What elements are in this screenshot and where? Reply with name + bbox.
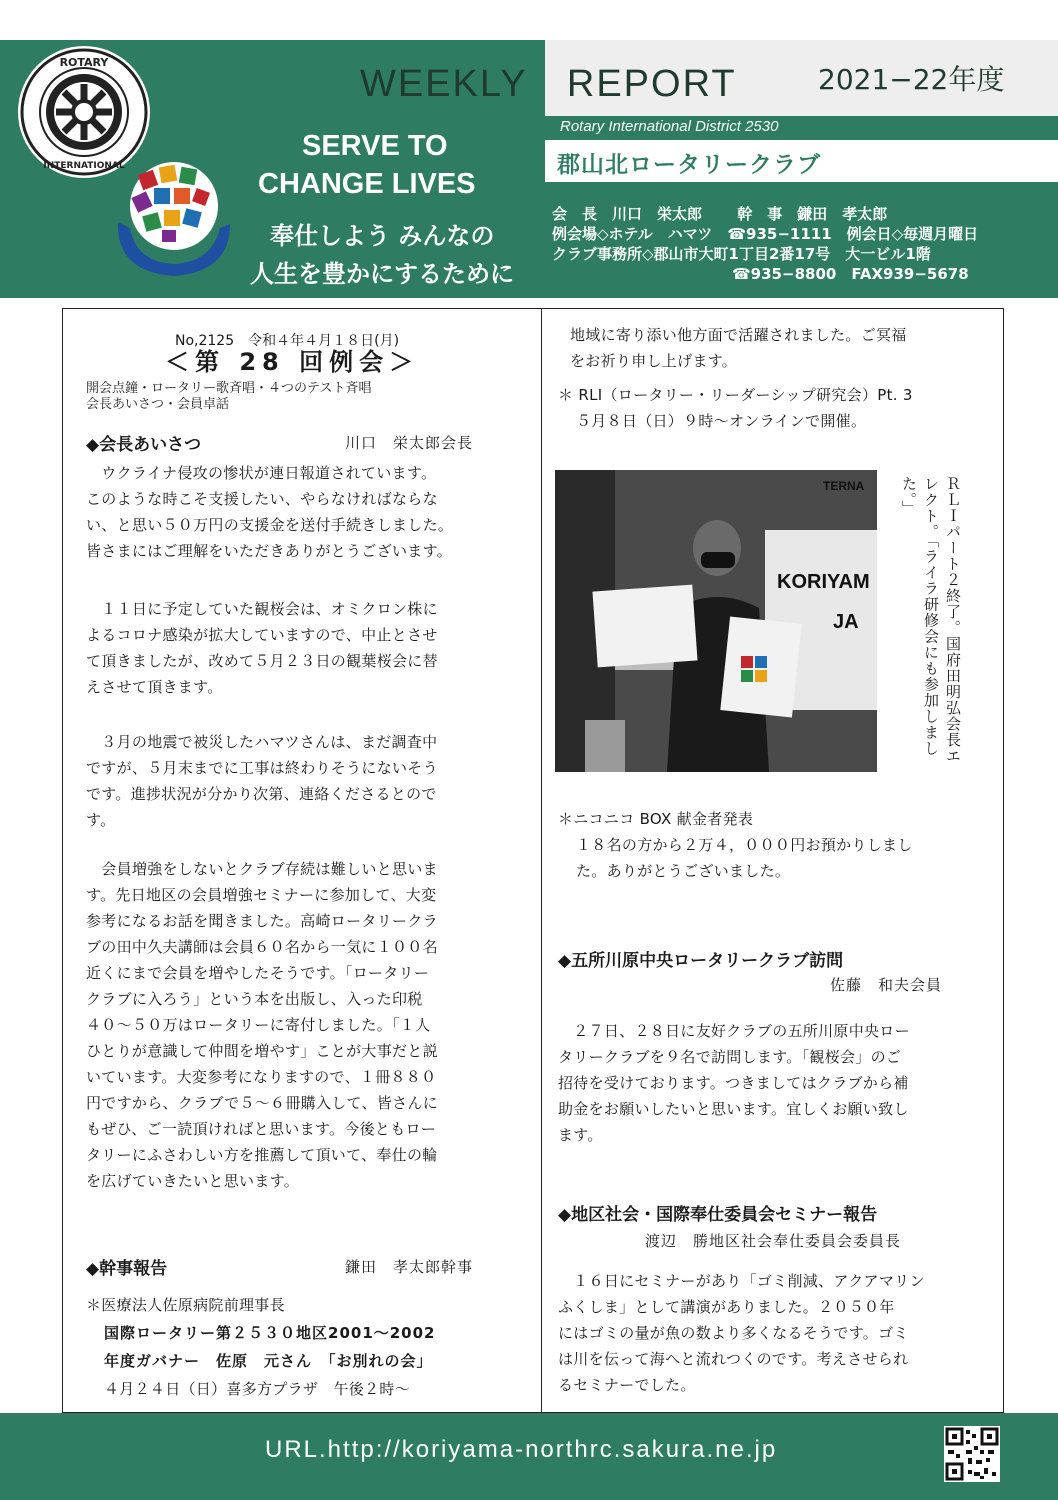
slogan-jp-line2: 人生を豊かにするために — [250, 260, 514, 288]
secretary-speaker: 鎌田 孝太郎幹事 — [345, 1258, 474, 1276]
para-line: ですが、５月末までに工事は終わりそうにないそう — [86, 759, 438, 777]
fiscal-year: 2021−22年度 — [818, 63, 1005, 96]
para-line: す。 — [86, 811, 116, 829]
secretary-report-heading: ◆幹事報告 — [86, 1259, 168, 1279]
para-line: もぜひ、ご一読頂ければと思います。今後ともロー — [86, 1120, 437, 1138]
secretary-item: ＊医療法人佐原病院前理事長 — [86, 1296, 285, 1314]
para-line: 参考になるお話を聞きました。高崎ロータリークラ — [86, 912, 438, 930]
logo-text-bottom: INTERNATIONAL — [43, 161, 125, 171]
para-line: 地域に寄り添い他方面で活躍されました。ご冥福 — [570, 326, 907, 344]
para-line: をお祈り申し上げます。 — [570, 352, 738, 370]
para-line: クラブに入ろう」という本を出版し、入った印税 — [86, 990, 423, 1008]
para-line: 皆さまにはご理解をいただきありがとうございます。 — [86, 542, 453, 560]
photo-sign-text: JA — [833, 611, 859, 633]
para-line: は川を伝って海へと流れつくのです。考えさせられ — [558, 1350, 909, 1368]
para-line: １６日にセミナーがあり「ゴミ削減、アクアマリン — [558, 1272, 925, 1290]
seminar-paragraph — [558, 1268, 988, 1398]
column-divider — [541, 308, 542, 1413]
president-greeting-heading: ◆会長あいさつ — [86, 435, 202, 455]
serve-to-change-lives-globe-icon — [112, 152, 236, 282]
slogan-jp-line1: 奉仕しよう みんなの — [270, 222, 495, 250]
para-line: タリーにふさわしい方を推薦して頂いて、奉仕の輪 — [86, 1146, 438, 1164]
president-paragraph — [86, 596, 526, 700]
president-paragraph — [86, 856, 526, 1194]
continued-text — [570, 322, 990, 374]
para-line: ３月の地震で被災したハマツさんは、まだ調査中 — [86, 733, 438, 751]
meeting-title: ＜第 28 回例会＞ — [165, 348, 420, 376]
officers-info — [552, 204, 978, 284]
para-line: 円ですから、クラブで５～６冊購入して、皆さんに — [86, 1094, 439, 1112]
para-line: ＊ RLI（ロータリー・リーダーシップ研究会）Pt. 3 — [558, 386, 913, 404]
club-name: 郡山北ロータリークラブ — [557, 152, 821, 178]
para-line: ブの田中久夫講師は会員６０名から一気に１００名 — [86, 938, 438, 956]
para-line: ひとりが意識して仲間を増やす」ことが大事だと説 — [86, 1042, 438, 1060]
serve-slogan-line2: CHANGE LIVES — [258, 168, 476, 200]
para-line: を広げていきたいと思います。 — [86, 1172, 300, 1190]
secretary-bold-line: 国際ロータリー第２５３０地区2001～2002 — [104, 1324, 436, 1342]
para-line: このような時こそ支援したい、やらなければならな — [86, 490, 438, 508]
serve-slogan-line1: SERVE TO — [302, 130, 448, 162]
para-line: ５月８日（日）９時～オンラインで開催。 — [576, 412, 867, 430]
para-line: １１日に予定していた観桜会は、オミクロン株に — [86, 600, 438, 618]
para-line: い、と思い５０万円の支援金を送付手続きしました。 — [86, 516, 454, 534]
para-line: るセミナーでした。 — [558, 1376, 696, 1394]
para-line: た。ありがとうございました。 — [576, 862, 791, 880]
para-line: 招待を受けております。つきましてはクラブから補 — [558, 1074, 909, 1092]
para-line: 助金をお願いしたいと思います。宜しくお願い致し — [558, 1100, 909, 1118]
officers-line: ☎935−8800 FAX939−5678 — [552, 265, 969, 283]
president-speaker: 川口 栄太郎会長 — [345, 434, 474, 452]
para-line: よるコロナ感染が拡大していますので、中止とさせ — [86, 626, 438, 644]
para-line: ふくしま」として講演がありました。２０５０年 — [558, 1298, 895, 1316]
para-line: タリークラブを９名で訪問します。「観桜会」のご — [558, 1048, 902, 1066]
para-line: にはゴミの量が魚の数より多くなるそうです。ゴミ — [558, 1324, 909, 1342]
para-line: ２７日、２８日に友好クラブの五所川原中央ロー — [558, 1022, 910, 1040]
district-label: Rotary International District 2530 — [560, 118, 779, 135]
para-line: て頂きましたが、改めて５月２３日の観葉桜会に替 — [86, 652, 438, 670]
para-line: ４０～５０万はロータリーに寄付しました。「１人 — [86, 1016, 431, 1034]
para-line: いています。大変参考になりますので、１冊８８０ — [86, 1068, 437, 1086]
qr-code-icon[interactable] — [944, 1426, 1000, 1482]
goshogawara-speaker: 佐藤 和夫会員 — [830, 976, 943, 994]
president-paragraph — [86, 729, 526, 833]
goshogawara-paragraph — [558, 1018, 988, 1148]
rli-photo — [555, 470, 877, 772]
officers-line: 会 長 川口 栄太郎 幹 事 鎌田 孝太郎 — [552, 205, 888, 223]
para-line: １８名の方から２万４，０００円お預かりしまし — [576, 836, 913, 854]
para-line: 会員増強をしないとクラブ存続は難しいと思いま — [86, 860, 438, 878]
meeting-program — [86, 381, 371, 413]
officers-line: 例会場◇ホテル ハマツ ☎935−1111 例会日◇毎週月曜日 — [552, 225, 979, 243]
para-line: ウクライナ侵攻の惨状が連日報道されています。 — [86, 464, 437, 482]
weekly-report-title: WEEKLY REPORT — [360, 63, 737, 105]
photo-logo-text: TERNA — [823, 479, 865, 493]
nikoniko-box — [558, 806, 988, 884]
seminar-heading: ◆地区社会・国際奉仕委員会セミナー報告 — [558, 1205, 878, 1225]
officers-line: クラブ事務所◇郡山市大町1丁目2番17号 大一ビル1階 — [552, 245, 931, 263]
photo-sign-text: KORIYAM — [777, 571, 870, 593]
rli-notice — [558, 382, 988, 434]
goshogawara-heading: ◆五所川原中央ロータリークラブ訪問 — [558, 951, 844, 971]
para-line: です。進捗状況が分かり次第、連絡くださるとので — [86, 785, 437, 803]
para-line: す。先日地区の会員増強セミナーに参加して、大変 — [86, 886, 437, 904]
para-line: えさせて頂きます。 — [86, 678, 223, 696]
para-line: ます。 — [558, 1126, 603, 1144]
secretary-detail: ４月２４日（日）喜多方プラザ 午後２時～ — [104, 1380, 411, 1398]
photo-caption: ＲＬＩパート２終了。国府田明弘会長エレクト。「ライラ研修会にも参加しました。」 — [900, 476, 962, 764]
president-paragraph — [86, 460, 526, 564]
para-line: ＊ニコニコ BOX 献金者発表 — [558, 810, 754, 828]
photo-illustration — [555, 470, 877, 772]
program-line: 会長あいさつ・会員卓話 — [86, 397, 230, 412]
website-url[interactable]: URL.http://koriyama-northrc.sakura.ne.jp — [265, 1436, 778, 1463]
program-line: 開会点鐘・ロータリー歌斉唱・４つのテスト斉唱 — [86, 381, 372, 396]
seminar-speaker: 渡辺 勝地区社会奉仕委員会委員長 — [645, 1232, 902, 1250]
secretary-bold-line: 年度ガバナー 佐原 元さん 「お別れの会」 — [104, 1352, 433, 1370]
para-line: 近くにまで会員を増やしたそうです。「ロータリー — [86, 964, 430, 982]
logo-text-top: ROTARY — [59, 56, 109, 69]
issue-number-date: No,2125 令和４年４月１８日(月) — [175, 333, 400, 349]
